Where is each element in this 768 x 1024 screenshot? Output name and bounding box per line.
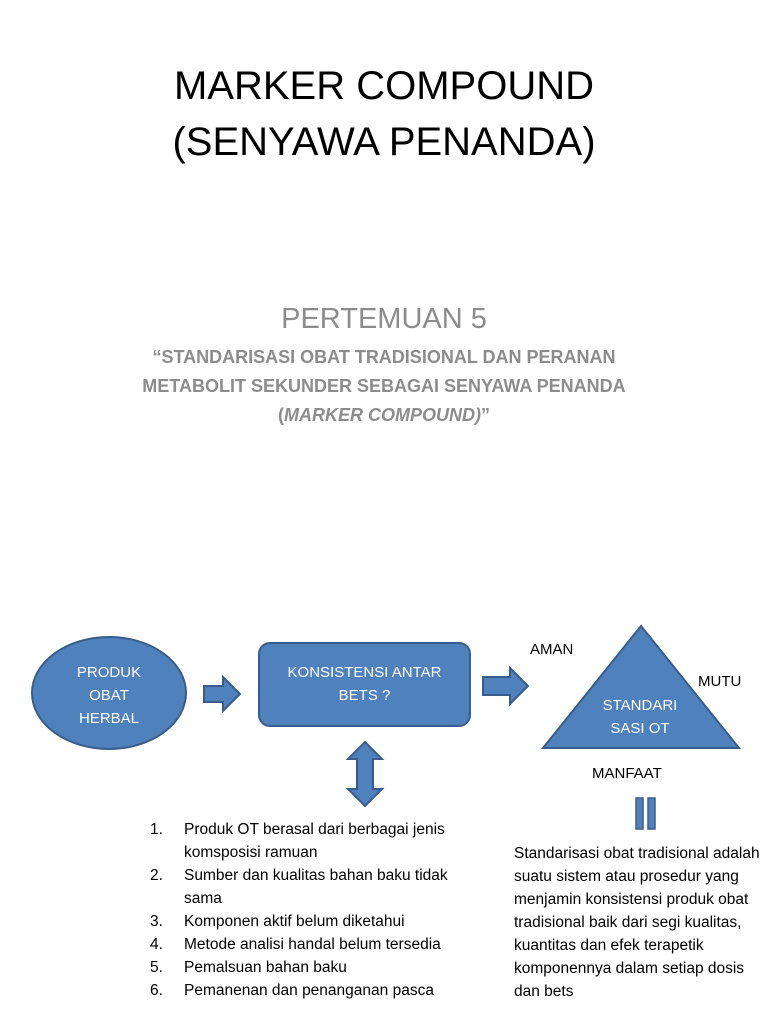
box-line-2: BETS ? bbox=[338, 687, 391, 704]
list-text: Sumber dan kualitas bahan baku tidak sama bbox=[184, 867, 448, 907]
list-text: Pemalsuan bahan baku bbox=[184, 959, 347, 976]
subtitle: PERTEMUAN 5 bbox=[281, 303, 487, 335]
list-item bbox=[150, 956, 480, 979]
right-arrow-1 bbox=[204, 677, 240, 711]
equals-bar-left bbox=[636, 798, 643, 829]
oval-line-2: OBAT bbox=[89, 687, 129, 704]
title-line-2: (SENYAWA PENANDA) bbox=[172, 120, 596, 164]
list-number: 2. bbox=[150, 867, 163, 884]
list-item bbox=[150, 910, 480, 933]
list-number: 1. bbox=[150, 821, 163, 838]
list-item bbox=[150, 979, 480, 1002]
list-text: Komponen aktif belum diketahui bbox=[184, 913, 405, 930]
list-number: 4. bbox=[150, 936, 163, 953]
list-number: 6. bbox=[150, 982, 163, 999]
quote-open-paren: ( bbox=[278, 405, 284, 425]
label-mutu: MUTU bbox=[698, 673, 742, 690]
quote-line-1: “STANDARISASI OBAT TRADISIONAL DAN PERANAN bbox=[152, 347, 616, 367]
up-down-arrow bbox=[348, 742, 382, 806]
definition-text: Standarisasi obat tradisional adalah suatu sistem atau prosedur yang menjamin konsistensi produk obat tradisional baik dari segi kualitas, kuantitas dan efek terapetik komponennya dalam setiap dosis dan bets bbox=[514, 845, 760, 1000]
label-manfaat: MANFAAT bbox=[592, 765, 662, 782]
list-text: Metode analisi handal belum tersedia bbox=[184, 936, 441, 953]
quote-line-2: METABOLIT SEKUNDER SEBAGAI SENYAWA PENANDA bbox=[142, 376, 626, 396]
list-item bbox=[150, 864, 480, 910]
quote-marker-compound: MARKER COMPOUND) bbox=[284, 405, 481, 425]
equals-bar-right bbox=[648, 798, 655, 829]
oval-line-3: HERBAL bbox=[78, 710, 140, 727]
list-item bbox=[150, 933, 480, 956]
list-text: Pemanenan dan penanganan pasca bbox=[184, 982, 434, 999]
list-number: 3. bbox=[150, 913, 163, 930]
title-line-1: MARKER COMPOUND bbox=[173, 64, 595, 108]
triangle-label bbox=[585, 694, 695, 740]
list-number: 5. bbox=[150, 959, 163, 976]
triangle-line-1: STANDARI bbox=[602, 697, 678, 714]
oval-label bbox=[55, 661, 163, 730]
quote-close-mark: ” bbox=[481, 405, 490, 425]
box-line-1: KONSISTENSI ANTAR bbox=[287, 664, 442, 681]
right-arrow-2 bbox=[483, 668, 528, 704]
oval-line-1: PRODUK bbox=[76, 664, 142, 681]
list-item bbox=[150, 818, 480, 864]
list-text: Produk OT berasal dari berbagai jenis komsposisi ramuan bbox=[184, 821, 445, 861]
problem-list bbox=[150, 818, 480, 1002]
label-aman: AMAN bbox=[530, 641, 574, 658]
triangle-line-2: SASI OT bbox=[610, 720, 670, 737]
box-label bbox=[262, 661, 467, 707]
